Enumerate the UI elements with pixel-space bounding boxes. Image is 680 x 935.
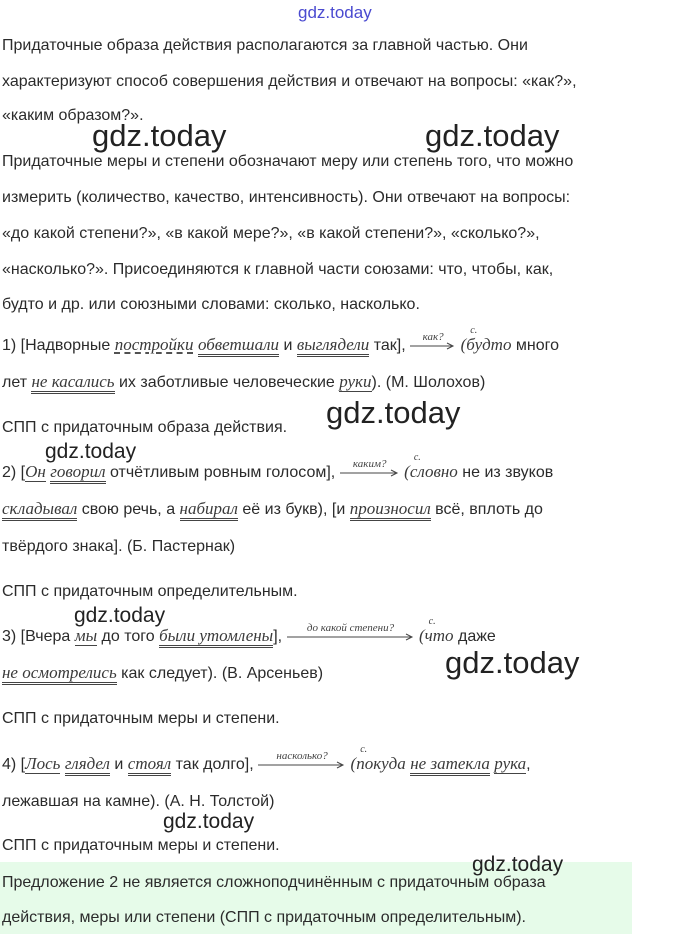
subject-word: Лось — [25, 754, 61, 773]
conjunction-word: с. будто — [466, 335, 511, 354]
question-arrow — [258, 749, 346, 769]
text: её из букв), [и — [237, 501, 350, 518]
predicate-word: обветшали — [198, 335, 279, 357]
predicate-word: не затекла — [410, 754, 490, 776]
text: ], — [273, 628, 283, 645]
text: как следует). (В. Арсеньев) — [116, 665, 324, 682]
site-header[interactable]: gdz.today — [298, 3, 372, 22]
text: ( — [460, 335, 467, 354]
conjunction-word: с. словно — [410, 462, 458, 481]
subject-word: Он — [25, 462, 46, 481]
predicate-word: стоял — [128, 754, 171, 776]
intro-p2-line: «до какой степени?», «в какой мере?», «в какой степени?», «сколько?», — [2, 225, 540, 242]
example-2-line-2 — [2, 499, 543, 520]
question-arrow — [287, 621, 415, 641]
text: до того — [97, 628, 160, 645]
intro-p2-line: «насколько?». Присоединяются к главной части союзами: что, чтобы, как, — [2, 261, 554, 278]
text: всё, вплоть до — [430, 501, 543, 518]
intro-p2-line: Придаточные меры и степени обозначают меру или степень того, что можно — [2, 153, 574, 170]
watermark: gdz.today — [45, 440, 137, 463]
subject-word: мы — [74, 626, 98, 645]
text: отчётливым ровным голосом], — [105, 464, 336, 481]
watermark: gdz.today — [74, 604, 166, 627]
text: 2) [ — [2, 464, 26, 481]
intro-p2-line: будто и др. или союзными словами: сколько, насколько. — [2, 296, 420, 313]
intro-p1-line: характеризуют способ совершения действия и отвечают на вопросы: «как?», — [2, 73, 577, 90]
arrow-question: до какой степени? — [306, 621, 395, 634]
predicate-word: говорил — [50, 462, 105, 484]
text: не из звуков — [457, 464, 554, 481]
text: даже — [453, 628, 496, 645]
text: много — [511, 337, 560, 354]
predicate-word: выглядели — [297, 335, 369, 357]
watermark: gdz.today — [163, 810, 255, 833]
example-1-line-2 — [2, 372, 485, 393]
example-3-line-2 — [2, 663, 323, 684]
example-2-line-1 — [2, 457, 554, 483]
watermark: gdz.today — [92, 118, 227, 153]
subject-word: рука — [494, 754, 527, 773]
example-4-line-2: лежавшая на камне). (А. Н. Толстой) — [2, 793, 275, 810]
conjunction-word: с. покуда — [356, 754, 406, 773]
arrow-question: насколько? — [276, 749, 328, 762]
text: ( — [418, 626, 425, 645]
text: , — [526, 756, 531, 773]
text: и — [279, 337, 297, 354]
watermark: gdz.today — [472, 853, 564, 876]
conjunction-word: с. что — [425, 626, 454, 645]
watermark: gdz.today — [326, 395, 461, 430]
predicate-word: глядел — [65, 754, 110, 776]
arrow-question: как? — [422, 330, 444, 343]
example-2-result: СПП с придаточным определительным. — [2, 583, 298, 600]
predicate-word: не осмотрелись — [2, 663, 117, 685]
text: ( — [350, 754, 357, 773]
text: их заботливые человеческие — [114, 374, 340, 391]
text: так], — [369, 337, 406, 354]
conclusion-line: Предложение 2 не является сложноподчинённым с придаточным образа — [2, 874, 546, 891]
example-4-line-1 — [2, 749, 531, 775]
example-1-line-1 — [2, 330, 560, 356]
predicate-word: были утомлены — [159, 626, 273, 648]
text: 1) [Надворные — [2, 337, 115, 354]
text: 4) [ — [2, 756, 26, 773]
example-2-line-3: твёрдого знака]. (Б. Пастернак) — [2, 538, 236, 555]
example-4-result: СПП с придаточным меры и степени. — [2, 837, 280, 854]
text: лет — [2, 374, 32, 391]
watermark: gdz.today — [445, 645, 580, 680]
example-1-result: СПП с придаточным образа действия. — [2, 419, 288, 436]
example-3-line-1 — [2, 621, 496, 647]
conclusion-line: действия, меры или степени (СПП с придаточным определительным). — [2, 909, 526, 926]
watermark: gdz.today — [425, 118, 560, 153]
intro-p1-line: Придаточные образа действия располагаются за главной частью. Они — [2, 37, 528, 54]
arrow-question: каким? — [352, 457, 387, 470]
text: свою речь, а — [77, 501, 180, 518]
intro-p2-line: измерить (количество, качество, интенсивность). Они отвечают на вопросы: — [2, 189, 571, 206]
intro-p1-line: «каким образом?». — [2, 107, 144, 124]
predicate-word: набирал — [180, 499, 238, 521]
text: так долго], — [171, 756, 254, 773]
example-3-result: СПП с придаточным меры и степени. — [2, 710, 280, 727]
subject-word: руки — [339, 372, 372, 391]
subject-word: постройки — [114, 335, 194, 354]
predicate-word: складывал — [2, 499, 77, 521]
text: ( — [404, 462, 410, 481]
question-arrow — [410, 330, 456, 350]
text: ). (М. Шолохов) — [371, 374, 486, 391]
question-arrow — [340, 457, 400, 477]
predicate-word: произносил — [350, 499, 431, 521]
predicate-word: не касались — [31, 372, 114, 394]
text: 3) [Вчера — [2, 628, 75, 645]
text: и — [109, 756, 128, 773]
